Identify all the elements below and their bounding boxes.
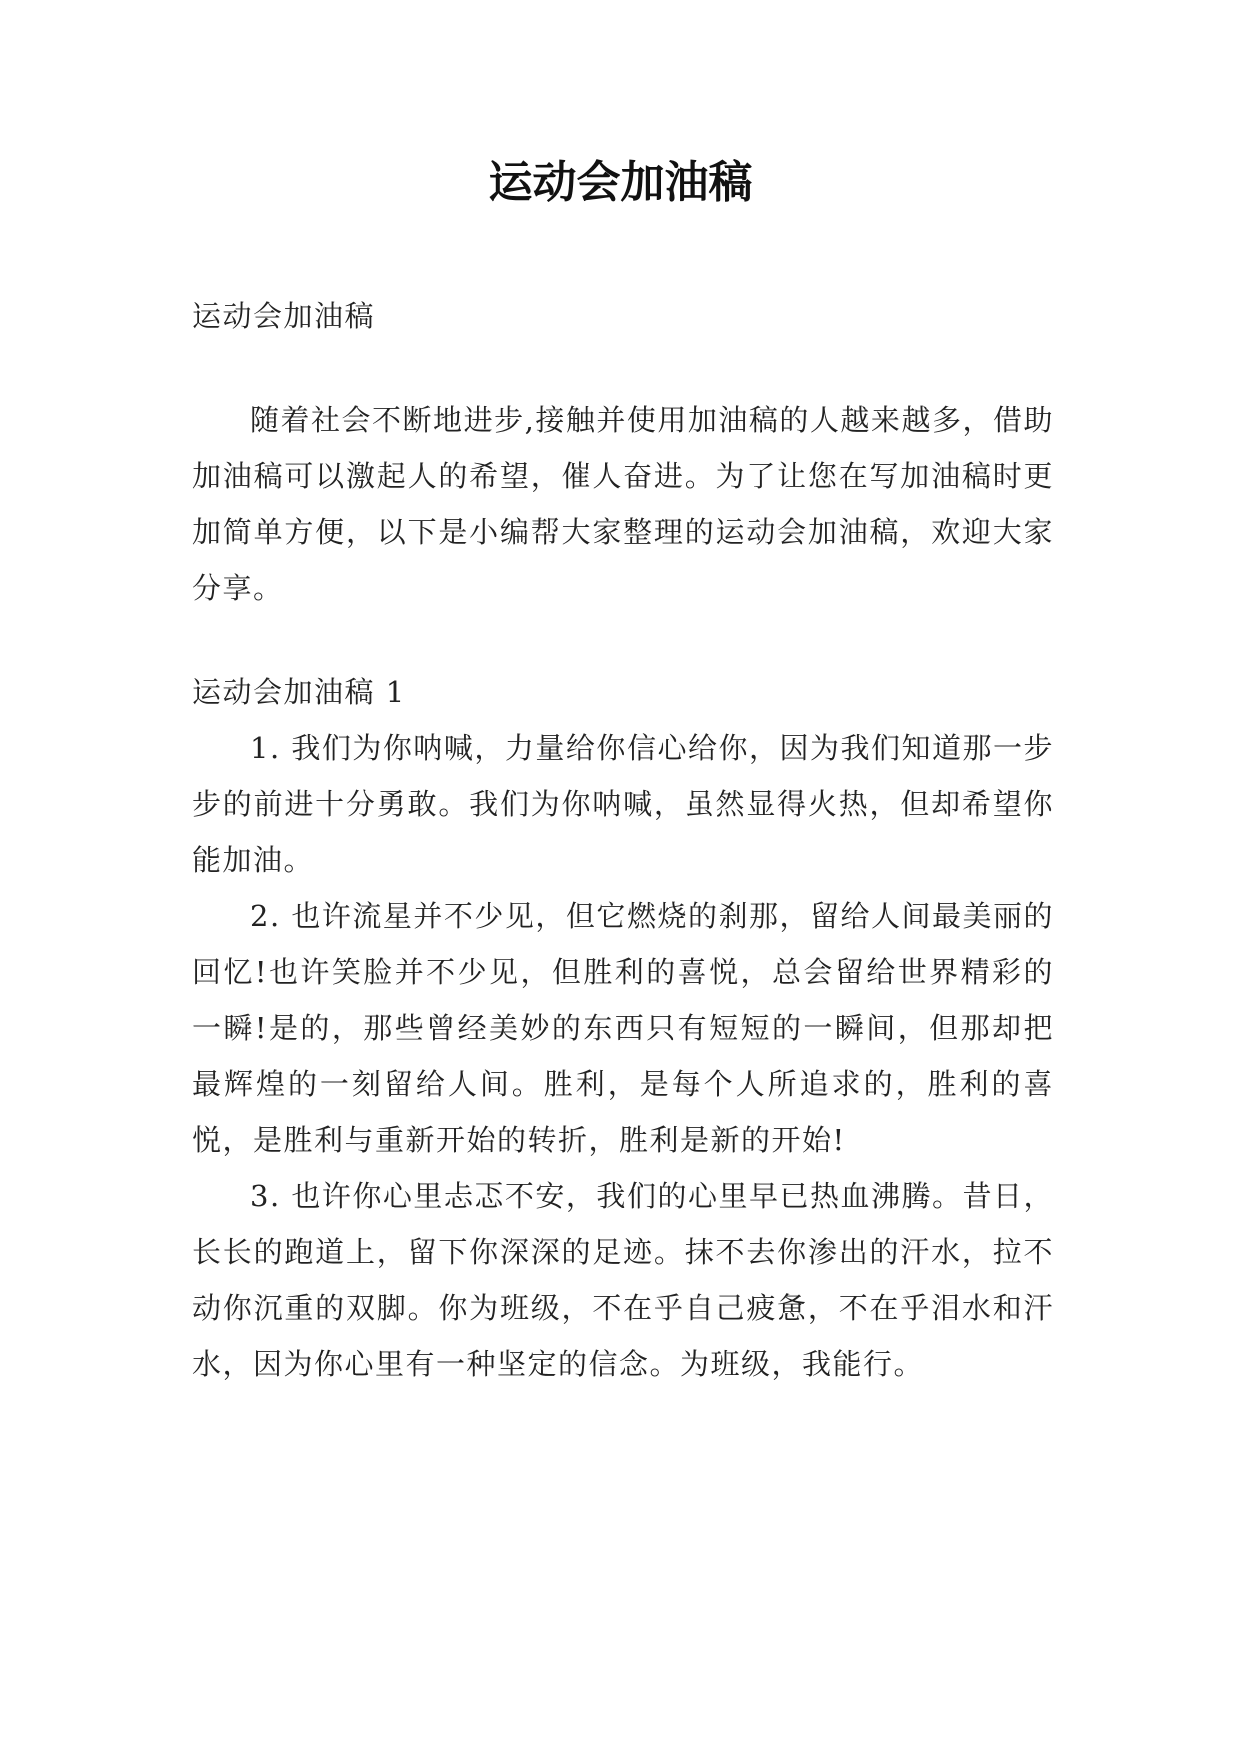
list-item: 1. 我们为你呐喊，力量给你信心给你，因为我们知道那一步步的前进十分勇敢。我们为你呐喊，虽然显得火热，但却希望你能加油。 — [192, 731, 1054, 877]
document-body — [192, 288, 1054, 1392]
document-title: 运动会加油稿 — [488, 157, 753, 208]
section-heading: 运动会加油稿 1 — [192, 675, 406, 709]
list-item: 2. 也许流星并不少见，但它燃烧的刹那，留给人间最美丽的回忆!也许笑脸并不少见，但胜利的喜悦，总会留给世界精彩的一瞬!是的，那些曾经美妙的东西只有短短的一瞬间，但那却把最辉煌的一刻留给人间。胜利，是每个人所追求的，胜利的喜悦，是胜利与重新开始的转折，胜利是新的开始! — [192, 899, 1054, 1157]
list-item: 3. 也许你心里忐忑不安，我们的心里早已热血沸腾。昔日，长长的跑道上，留下你深深的足迹。抹不去你渗出的汗水，拉不动你沉重的双脚。你为班级，不在乎自己疲惫，不在乎泪水和汗水，因为你心里有一种坚定的信念。为班级，我能行。 — [192, 1179, 1054, 1381]
document-subtitle: 运动会加油稿 — [192, 299, 376, 333]
intro-paragraph: 随着社会不断地进步,接触并使用加油稿的人越来越多，借助加油稿可以激起人的希望，催人奋进。为了让您在写加油稿时更加简单方便，以下是小编帮大家整理的运动会加油稿，欢迎大家分享。 — [192, 403, 1054, 605]
